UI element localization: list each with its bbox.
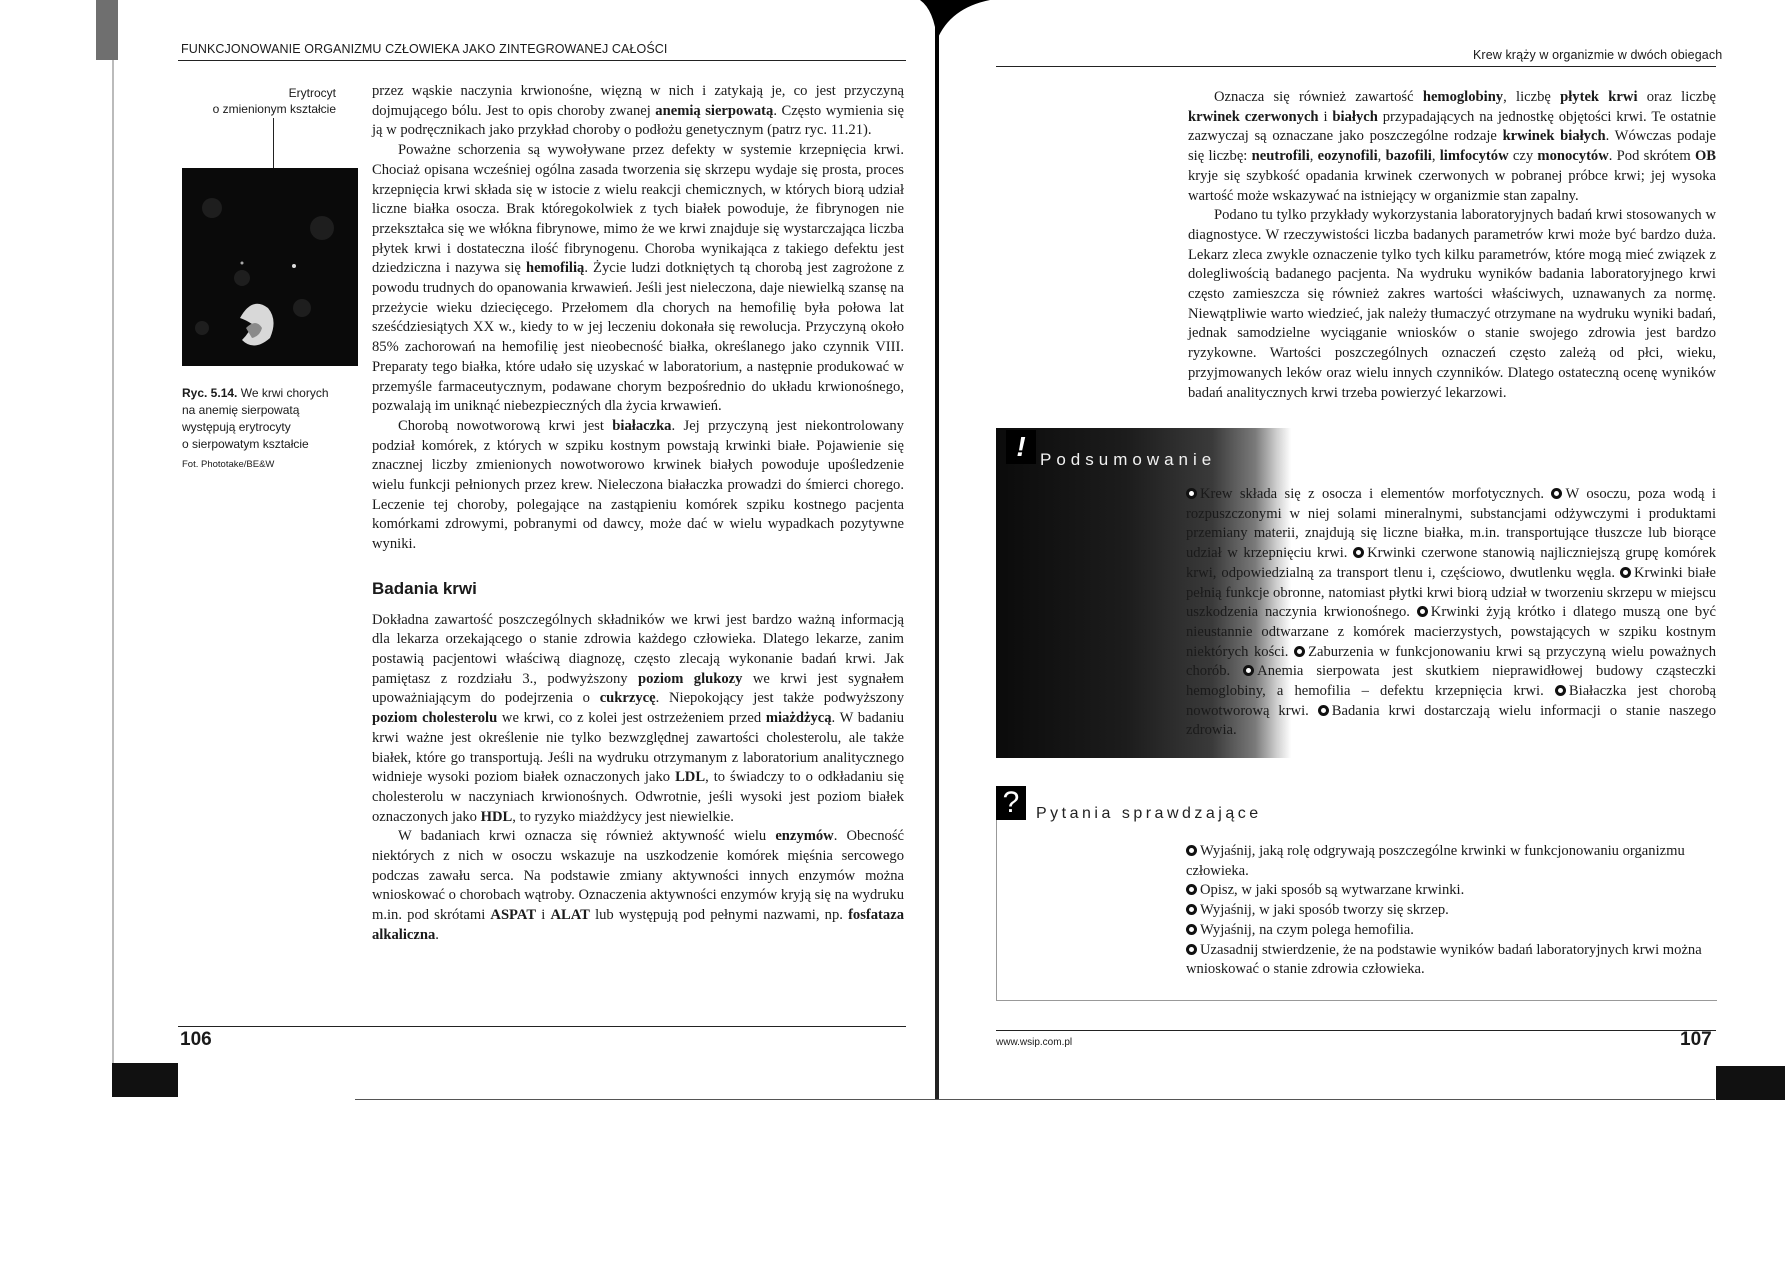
question-item [1186,921,1710,941]
question-item [1186,881,1710,901]
left-para-3-c: . Jej przyczyną jest niekontrolowany podział komórek, z których w szpiku kostnym powstają krwinki białe. Pojawienie się znacznej liczby zmienionych nowotworowo krwinek białych powoduje upośledzenie wielu funkcji pełnionych przez krew. Nieleczona białaczka prowadzi do śmierci chorego. Leczenie tej choroby, polegające na zastąpieniu komórek szpiku kostnego pacjenta komórkami zdrowymi, pobranymi od dawcy, może dać w wielu wypadkach pozytywne wyniki. [372,417,904,553]
text-run: we krwi, co z kolei jest ostrzeżeniem przed [497,710,766,727]
summary-item: Krwinki czerwone stanowią najliczniejszą grupę komórek krwi, odpowiedzialną za transport tlenu i, częściowo, dwutlenku węgla. [1186,545,1716,581]
bullet-circle-icon [1186,904,1197,915]
question-item [1186,901,1710,921]
left-para-2-c: . Życie ludzi dotkniętych tą chorobą jest zagrożone z powodu trudnych do opanowania krwawień. Jeśli jest nieleczona, daje niewielką szansę na przeżycie wieku dziecięcego. Przełomem dla chorych na hemofilię była połowa lat sześćdziesiątych XX w., kiedy to w jej leczeniu dokonała się rewolucja. Przyczyną około 85% zachorowań na hemofilię jest nieobecność białka, określanego jako czynnik VIII. Preparaty tego białka, które udało się uzyskać w laboratorium, a następnie produkować w przemyśle farmaceutycznym, podawane chorym bezpośrednio do układu krwionośnego, pozwalają im uniknąć niebezpieczných dla życia krwawień. [372,260,905,415]
bottom-page-edge [355,1099,1715,1100]
questions-title: Pytania sprawdzające [1036,805,1262,822]
right-page-number: 107 [1680,1029,1712,1050]
caption-number: Ryc. 5.14. [182,386,238,400]
question-text: Wyjaśnij, na czym polega hemofilia. [1200,921,1414,938]
text-run: i [536,907,551,924]
term-bialaczka: białaczka [612,417,672,434]
left-scan-edge [96,0,118,60]
bold-term: poziom glukozy [637,670,743,687]
summary-list [1186,485,1716,741]
text-run: kryje się szybkość opadania krwinek czerwonych w pobranej próbce krwi; jej wysoka wartość może wskazywać na istniejący w organizmie stan zapalny. [1188,167,1716,204]
bullet-circle-icon [1353,547,1364,558]
left-para-4 [372,611,904,828]
bold-term: HDL [480,808,513,825]
caption-line-2: na anemię sierpowatą [182,403,300,417]
bullet-circle-icon [1186,944,1197,955]
bold-term: neutrofili [1251,148,1310,165]
text-run: W badaniach krwi oznacza się również aktywność wielu [398,828,776,845]
right-thumb-tab [1716,1066,1785,1100]
right-running-head: Krew krąży w organizmie w dwóch obiegach [1473,48,1723,62]
left-para-1-c: . Często wymienia się ją w podręcznikach jako przykład choroby o podłożu genetycznym (patrz ryc. 11.21). [372,102,904,139]
text-run: , [1431,148,1440,165]
bullet-circle-icon [1186,488,1197,499]
question-text: Wyjaśnij, jaką rolę odgrywają poszczególne krwinki w funkcjonowaniu organizmu człowieka. [1186,843,1685,879]
right-para-2: Podano tu tylko przykłady wykorzystania laboratoryjnych badań krwi stosowanych w diagnostyce. W rzeczywistości liczba badanych parametrów krwi może być bardzo duża. Lekarz zleca zwykle oznaczenie tylko tych kilku parametrów, które mogą mieć związek z dolegliwością badanego pacjenta. Na wydruku wyników badania laboratoryjnego krwi często zamieszcza się również zakres wartości właściwych, uznawanych za normę. Niewątpliwie warto wiedzieć, jak należy tłumaczyć otrzymane na wydruku wyniki badań, jednak samodzielne wyciąganie wniosków o stanie swojego zdrowia jest bardzo ryzykowne. Wartości poszczególnych oznaczeń często zależą od płci, wieku, przyjmowanych leków oraz wielu innych czynników. Dlatego ostateczną ocenę wyników badań analitycznych krwi trzeba powierzyć lekarzowi. [1188,207,1716,401]
left-para-5 [372,827,904,945]
text-run: Dokładna zawartość poszczególnych składników we krwi jest bardzo ważną informacją dla lekarza orzekającego o stanie zdrowia każdego człowieka. Dlatego lekarze, zanim postawią pacjentowi właściwą diagnozę, często zlecają wykonanie badań krwi. Jak pamiętasz z rozdziału 3., podwyższony [372,611,904,687]
book-spine [935,0,939,1100]
summary-item: Białaczka jest chorobą nowotworową krwi. [1186,683,1717,719]
text-run: , [1377,148,1386,165]
bullet-circle-icon [1551,488,1562,499]
text-run: . W badaniu krwi ważne jest określenie nie tylko bezwzględnej zawartości cholesterolu, ale także białek, które go transportują. Jeśli na wydruku otrzymanym z laboratorium analitycznego widnieje wysoki poziom białek oznaczonych jako [372,710,905,786]
caption-line-4: o sierpowatym kształcie [182,437,309,451]
erythrocyte-photo [182,168,358,366]
right-main-column [1188,88,1716,403]
bold-term: limfocytów [1439,148,1509,165]
text-run: . Pod skrótem [1608,148,1695,165]
summary-item: Krwinki żyją krótko i dlatego muszą one być nieustannie odtwarzane z komórek macierzystych, powstających w szpiku kostnym niektórych kości. [1186,604,1716,660]
caption-line-3: występują erytrocyty [182,420,291,434]
left-para-1 [372,82,904,141]
question-item [1186,842,1710,881]
bold-term: poziom cholesterolu [372,710,498,727]
question-text: Opisz, w jaki sposób są wytwarzane krwinki. [1200,882,1465,899]
figure-label-line-2: o zmienionym kształcie [212,102,336,116]
summary-item: Anemia sierpowata jest skutkiem nieprawidłowej budowy cząsteczki hemoglobiny, a hemofilia – defektu krzepnięcia krwi. [1186,663,1717,700]
text-run: we krwi jest sygnałem upoważniającym do podejrzenia o [372,670,905,707]
text-run: i [1318,108,1333,125]
text-run: . Obecność niektórych z nich w osoczu wskazuje na uszkodzenie komórek mięśnia sercowego podczas zawału serca. Na podstawie zmiany aktywności innych enzymów można wnioskować o chorobach wątroby. Oznaczenia aktywności enzymów kryją się na wydruku m.in. pod skrótami [372,828,905,924]
bullet-circle-icon [1186,845,1197,856]
bold-term: OB [1694,148,1717,165]
summary-item: Krwinki białe pełnią funkcje obronne, natomiast płytki krwi biorą udział w tworzeniu skrzepu w miejscu uszkodzenia naczynia krwionośnego. [1186,564,1716,621]
bold-term: enzymów [775,828,834,845]
summary-item: Zaburzenia w funkcjonowaniu krwi są przyczyną wielu poważnych chorób. [1186,643,1716,680]
bullet-circle-icon [1294,646,1305,657]
figure-caption [182,385,342,473]
bold-term: ALAT [550,907,590,924]
bold-term: hemoglobiny [1422,89,1504,105]
left-head-rule [178,60,906,61]
left-page-number: 106 [180,1029,212,1050]
summary-title: Podsumowanie [1040,450,1217,469]
bold-term: płytek krwi [1560,89,1638,105]
caption-credit: Fot. Phototake/BE&W [182,459,275,470]
text-run: , to świadczy to o odkładaniu się cholesterolu w naczyniach krwionośnych. Odwrotnie, jeśli wysoki jest poziom białek oznaczonych jako [372,769,904,825]
left-foot-rule [178,1026,906,1027]
section-heading: Badania krwi [372,578,477,598]
question-icon: ? [996,786,1026,820]
text-run: lub występują pod pełnymi nazwami, np. [589,907,849,924]
bold-term: cukrzycę [599,690,656,707]
bullet-circle-icon [1555,685,1566,696]
bold-term: LDL [675,769,706,786]
bullet-circle-icon [1186,884,1197,895]
left-para-3-a: Chorobą nowotworową krwi jest [398,417,613,434]
bold-term: krwinek białych [1502,128,1606,145]
text-run: czy [1508,148,1538,165]
right-para-1 [1188,88,1716,206]
text-run: przypadających na jednostkę objętości krwi. Te ostatnie zazwyczaj są oznaczane jako poszczególne rodzaje [1188,108,1716,145]
bold-term: monocytów [1537,148,1609,165]
question-text: Uzasadnij stwierdzenie, że na podstawie wyników badań laboratoryjnych krwi można wnioskować o stanie zdrowia człowieka. [1186,941,1702,978]
exclamation-icon: ! [1006,430,1036,464]
spine-top-shadow [920,0,990,40]
footer-url[interactable]: www.wsip.com.pl [996,1037,1073,1048]
text-run: , to ryzyko miażdżycy jest niewielkie. [512,808,734,825]
term-hemofilia: hemofilią [525,260,585,277]
text-run: oraz liczbę [1637,89,1716,105]
text-run: , [1309,148,1318,165]
left-running-head: FUNKCJONOWANIE ORGANIZMU CZŁOWIEKA JAKO ZINTEGROWANEJ CAŁOŚCI [181,42,668,56]
bold-term: eozynofili [1317,148,1378,165]
left-scan-edge-line [112,60,114,1090]
text-run: . [435,926,439,943]
bold-term: fosfataza alkaliczna [372,907,904,943]
text-run: Oznacza się również zawartość [1214,89,1423,105]
summary-item: W osoczu, poza wodą i rozpuszczonymi w niej solami mineralnymi, substancjami odżywczymi i produktami przemiany materii, znajdują się liczne białka, m.in. transportujące tłuszcze lub biorące udział w krzepnięciu krwi. [1186,486,1716,562]
bullet-circle-icon [1620,567,1631,578]
left-para-1-a: przez wąskie naczynia krwionośne, więzną w nich i zatykają je, co jest przyczyną dojmującego bólu. Jest to opis choroby zwanej [372,83,904,119]
bullet-circle-icon [1243,665,1254,676]
bold-term: białych [1332,108,1378,125]
caption-line-1: We krwi chorych [237,386,329,400]
left-para-2 [372,141,904,417]
questions-list [1186,842,1710,980]
term-anemia: anemią sierpowatą [655,102,774,119]
bullet-circle-icon [1186,924,1197,935]
bold-term: ASPAT [490,907,537,924]
right-foot-rule [996,1030,1716,1031]
bold-term: miażdżycą [765,710,832,727]
bold-term: krwinek czerwonych [1188,108,1319,125]
question-text: Wyjaśnij, w jaki sposób tworzy się skrzep. [1200,902,1449,919]
left-thumb-tab [112,1063,178,1097]
figure-label [182,85,336,117]
bullet-circle-icon [1417,606,1428,617]
bold-term: bazofili [1385,148,1432,165]
question-item [1186,941,1710,980]
left-para-3 [372,417,904,555]
right-head-rule [996,66,1716,67]
text-run: . Niepokojący jest także podwyższony [655,690,905,707]
bullet-circle-icon [1318,705,1329,716]
left-main-column [372,82,904,946]
figure-label-line-1: Erytrocyt [288,86,336,100]
summary-item: Badania krwi dostarczają wielu informacji o stanie naszego zdrowia. [1186,702,1716,739]
text-run: , liczbę [1503,89,1561,105]
left-para-2-a: Poważne schorzenia są wywoływane przez defekty w systemie krzepnięcia krwi. Chociaż opisana wcześniej ogólna zasada tworzenia się skrzepu wydaje się prosta, proces krzepnięcia krwi składa się w istocie z wielu reakcji chemicznych, w których biorą udział liczne białka osocza. Brak któregokolwiek z tych białek powoduje, że fibrynogen nie przekształca się we włókna fibrynowe, mimo że we krwi znajduje się wystarczająca liczba płytek krwi i dostateczna ilość fibrynogenu. Choroba wynikająca z takiego defektu jest dziedziczna i nazywa się [372,142,904,277]
text-run: . Wówczas podaje się liczbę: [1188,128,1716,165]
summary-item: Krew składa się z osocza i elementów morfotycznych. [1200,486,1552,502]
